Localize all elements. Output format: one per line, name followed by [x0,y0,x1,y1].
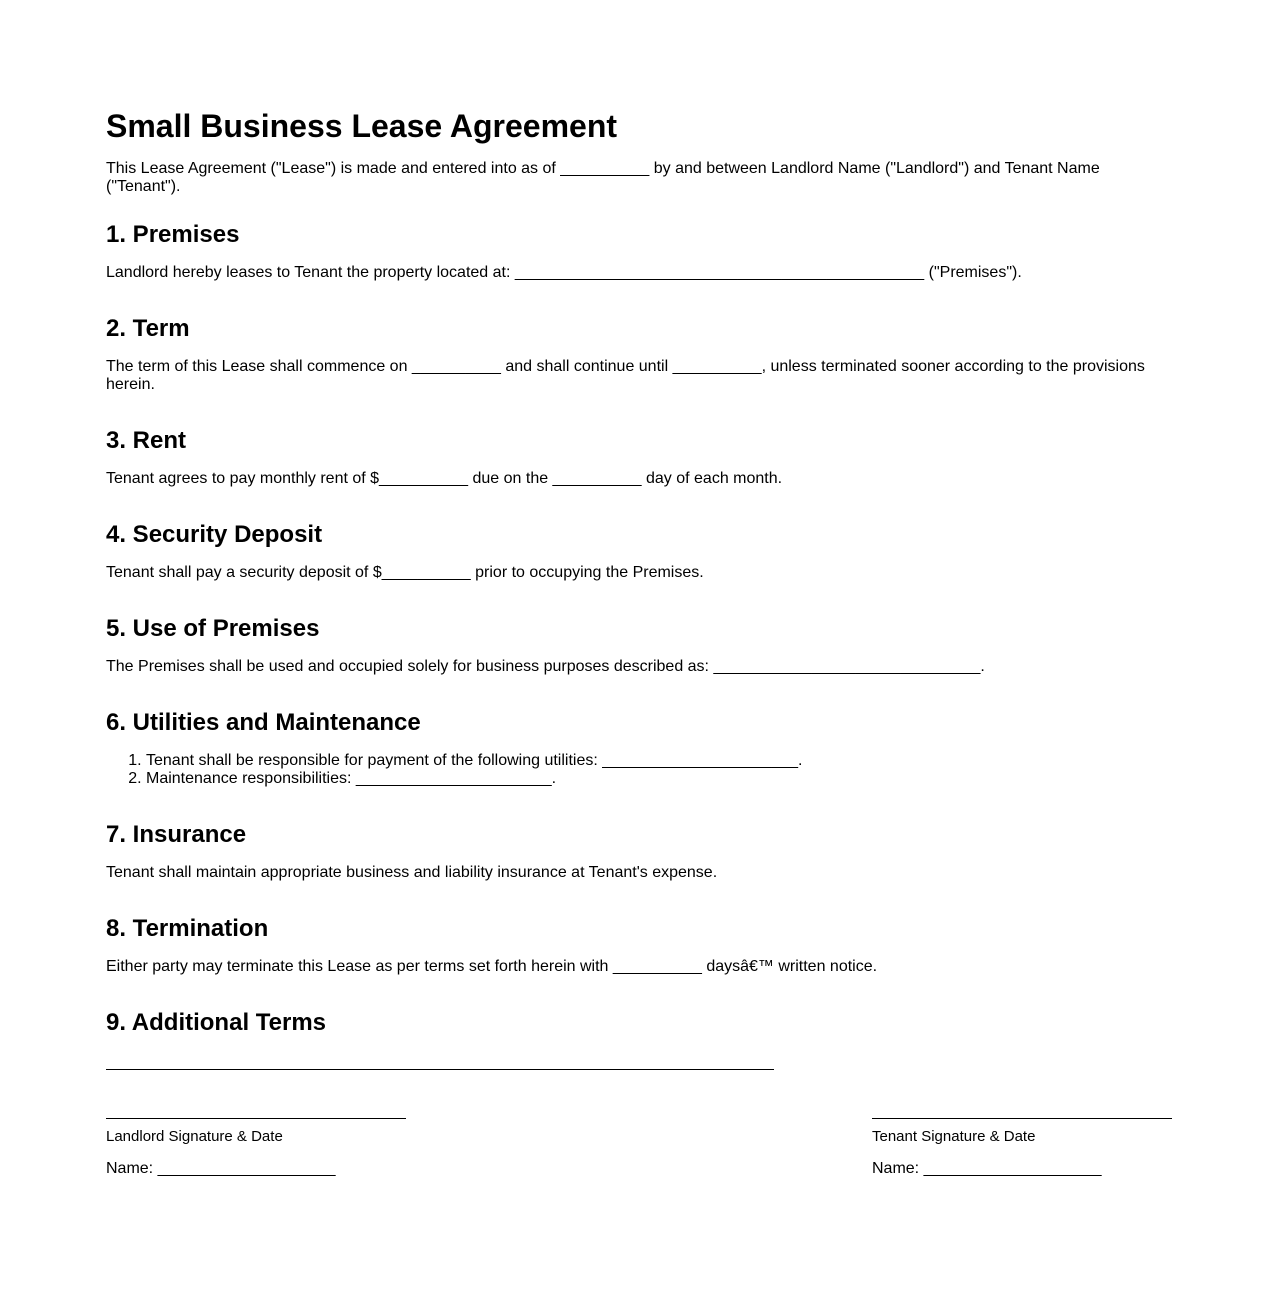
section-heading-additional-terms: 9. Additional Terms [106,1009,327,1036]
page-title: Small Business Lease Agreement [106,108,618,144]
tenant-signature-label: Tenant Signature & Date [872,1128,1036,1145]
section-heading-insurance: 7. Insurance [106,821,247,848]
section-text-premises: Landlord hereby leases to Tenant the property located at: ______________________________________________ ("Premises"). [106,264,1022,281]
list-item: 1. Tenant shall be responsible for payment of the following utilities: ______________________. [146,752,802,770]
section-heading-premises: 1. Premises [106,221,240,248]
intro-paragraph: This Lease Agreement ("Lease") is made and entered into as of __________ by and between Landlord Name ("Landlord") and Tenant Name ("Tenant"). [106,160,1100,195]
utilities-maintenance-list [106,752,802,788]
section-heading-rent: 3. Rent [106,427,187,454]
section-heading-security-deposit: 4. Security Deposit [106,521,323,548]
section-heading-termination: 8. Termination [106,915,269,942]
section-text-rent: Tenant agrees to pay monthly rent of $__________ due on the __________ day of each month. [106,470,783,487]
tenant-signature-line [872,1118,1172,1119]
landlord-signature-line [106,1118,406,1119]
landlord-name-line: Name: ____________________ [106,1160,336,1177]
section-text-insurance: Tenant shall maintain appropriate business and liability insurance at Tenant's expense. [106,864,718,881]
tenant-name-line: Name: ____________________ [872,1160,1102,1177]
section-heading-use-of-premises: 5. Use of Premises [106,615,320,642]
section-text-termination: Either party may terminate this Lease as per terms set forth herein with __________ daysâ€™ written notice. [106,958,878,975]
section-text-term: The term of this Lease shall commence on __________ and shall continue until __________, unless terminated sooner according to the provisions herein. [106,358,1145,393]
list-item: 2. Maintenance responsibilities: ______________________. [146,770,802,788]
section-text-security-deposit: Tenant shall pay a security deposit of $__________ prior to occupying the Premises. [106,564,704,581]
additional-terms-blank-line [106,1069,774,1070]
section-heading-term: 2. Term [106,315,190,342]
section-text-use-of-premises: The Premises shall be used and occupied solely for business purposes described as: ______________________________. [106,658,985,675]
section-heading-utilities-maintenance: 6. Utilities and Maintenance [106,709,421,736]
landlord-signature-label: Landlord Signature & Date [106,1128,283,1145]
